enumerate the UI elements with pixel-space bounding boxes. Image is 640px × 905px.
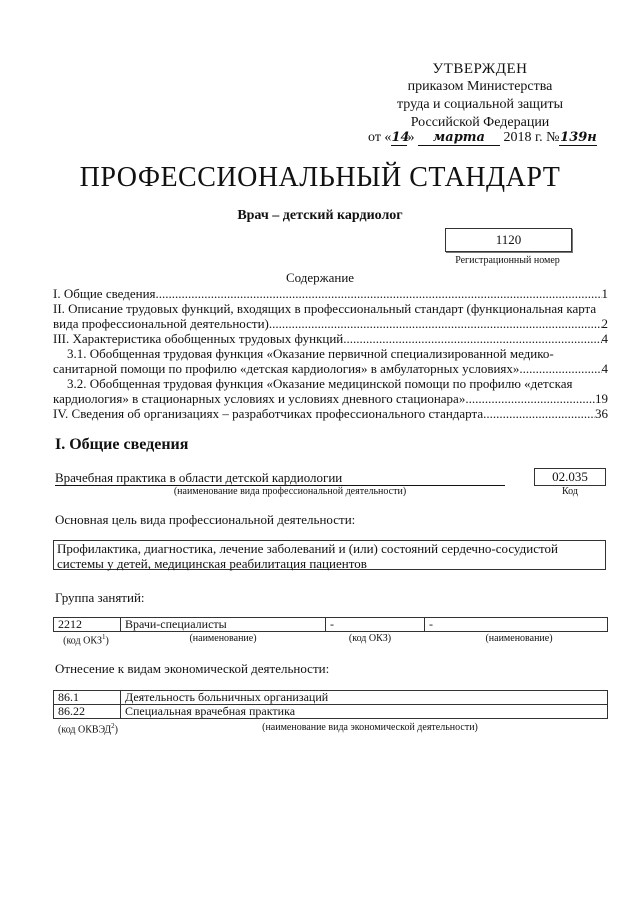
name-caption-2: (наименование) — [485, 633, 553, 644]
group-name-1: Врачи-специалисты — [121, 618, 326, 632]
goal-box — [53, 540, 606, 570]
econ-code: 86.1 — [54, 691, 121, 705]
okz-caption: (код ОКЗ$^1$) — [63, 633, 109, 647]
econ-name: Деятельность больничных организаций — [121, 691, 608, 705]
table-row — [54, 618, 608, 632]
section-heading: I. Общие сведения — [55, 436, 189, 453]
toc-item-text-cont: вида профессиональной деятельности) — [53, 316, 269, 331]
goal-text-2: системы у детей, медицинская реабилитация пациентов — [57, 556, 367, 571]
approval-block — [360, 60, 600, 132]
toc-item[interactable] — [53, 346, 608, 376]
registration-number-label: Регистрационный номер — [455, 255, 560, 266]
group-table — [53, 617, 608, 632]
order-from: от « — [368, 130, 392, 145]
approval-heading: УТВЕРЖДЕН — [432, 61, 528, 77]
group-name-2: - — [425, 618, 608, 632]
toc-item-text: III. Характеристика обобщенных трудовых функций — [53, 331, 344, 346]
toc-item-text: 3.1. Обобщенная трудовая функция «Оказание первичной специализированной медико- — [67, 346, 554, 361]
table-of-contents — [53, 286, 608, 421]
name-caption-1: (наименование) — [189, 633, 257, 644]
econ-name-caption: (наименование вида экономической деятельности) — [262, 722, 478, 733]
page-subtitle: Врач – детский кардиолог — [237, 208, 403, 223]
code-caption: Код — [562, 486, 578, 497]
toc-item-page: 36 — [595, 406, 608, 421]
group-label: Группа занятий: — [55, 590, 145, 605]
approval-line-3: Российской Федерации — [410, 115, 550, 130]
toc-item[interactable] — [53, 406, 608, 421]
toc-item[interactable] — [53, 331, 608, 346]
group-code-1: 2212 — [54, 618, 121, 632]
activity-name: Врачебная практика в области детской кардиологии — [55, 470, 505, 486]
toc-item[interactable] — [53, 286, 608, 301]
toc-item-text: II. Описание трудовых функций, входящих в профессиональный стандарт (функциональная карта — [53, 301, 597, 316]
toc-item-page: 1 — [601, 286, 608, 301]
toc-item-text: IV. Сведения об организациях – разработчиках профессионального стандарта — [53, 406, 484, 421]
econ-table — [53, 690, 608, 719]
econ-code: 86.22 — [54, 705, 121, 719]
goal-label: Основная цель вида профессиональной деятельности: — [55, 512, 356, 527]
order-close-quote: » — [407, 130, 415, 145]
order-year: 2018 г. № — [503, 130, 560, 145]
page-title: ПРОФЕССИОНАЛЬНЫЙ СТАНДАРТ — [79, 162, 561, 193]
toc-item-text-cont: санитарной помощи по профилю «детская кардиология» в амбулаторных условиях» — [53, 361, 520, 376]
toc-item-page: 4 — [601, 361, 608, 376]
toc-item-page: 2 — [601, 316, 608, 331]
order-day: 14 — [391, 130, 410, 145]
group-code-2: - — [326, 618, 425, 632]
toc-item-text: I. Общие сведения — [53, 286, 156, 301]
toc-item-text-cont: кардиология» в стационарных условиях и условиях дневного стационара» — [53, 391, 466, 406]
okz-caption-2: (код ОКЗ) — [348, 633, 392, 644]
toc-item-text: 3.2. Обобщенная трудовая функция «Оказание медицинской помощи по профилю «детская — [67, 376, 573, 391]
econ-label: Отнесение к видам экономической деятельности: — [55, 661, 330, 676]
activity-code: 02.035 — [534, 468, 606, 486]
order-number: 139н — [560, 130, 597, 145]
goal-text-1: Профилактика, диагностика, лечение заболеваний и (или) состояний сердечно-сосудистой — [57, 541, 558, 556]
activity-caption: (наименование вида профессиональной деятельности) — [173, 486, 407, 497]
toc-item[interactable] — [53, 301, 608, 331]
econ-name: Специальная врачебная практика — [121, 705, 608, 719]
order-month: марта — [418, 130, 500, 146]
toc-title: Содержание — [285, 270, 355, 285]
registration-number-box: 1120 — [445, 228, 572, 252]
toc-item-page: 4 — [601, 331, 608, 346]
toc-item-page: 19 — [595, 391, 608, 406]
table-row — [54, 691, 608, 705]
approval-line-2: труда и социальной защиты — [397, 97, 563, 112]
table-row — [54, 705, 608, 719]
toc-item[interactable] — [53, 376, 608, 406]
approval-line-1: приказом Министерства — [407, 79, 553, 94]
order-date-line — [368, 130, 597, 146]
okved-caption: (код ОКВЭД$^2$) — [58, 722, 118, 736]
